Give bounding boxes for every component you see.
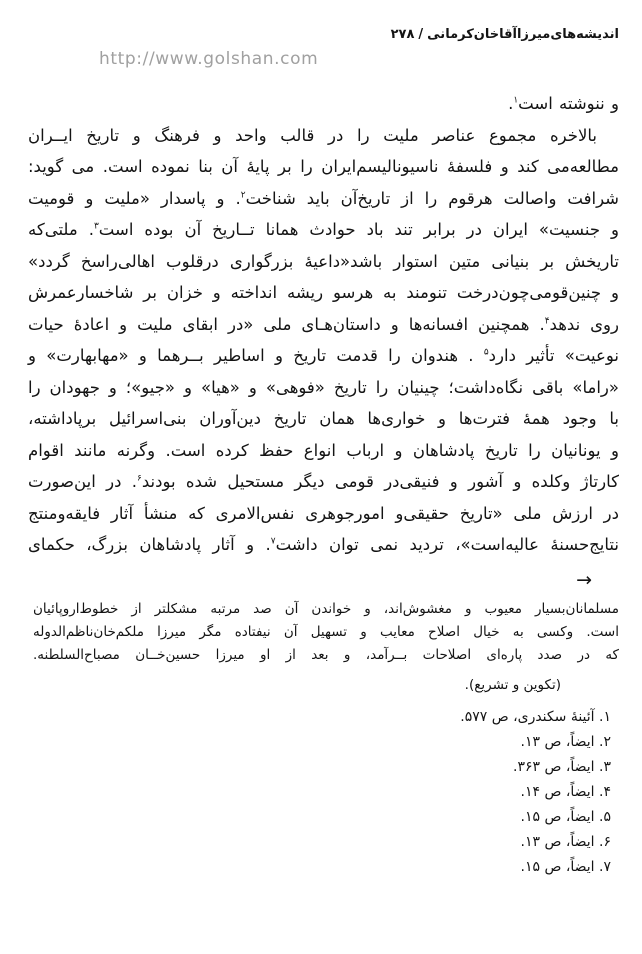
footnote-item: ۵. ایضاً، ص ۱۵. xyxy=(520,809,611,825)
footnote-marker: ۳ xyxy=(93,221,99,232)
body-line: با وجود همهٔ فترت‌ها و خواری‌ها همان تاریخ دین‌آوران بنی‌اسرائیل برپاداشته، xyxy=(28,409,619,428)
footnote-marker: ۱ xyxy=(513,95,519,106)
body-line: و چنین‌قومی‌چون‌درخت تنومند به هرسو ریشه انداخته و خزان بر شاخسارعمرش xyxy=(28,283,619,302)
footnote-item: ۱. آئینهٔ سکندری، ص ۵۷۷. xyxy=(460,709,611,725)
footnotes-list xyxy=(24,705,611,880)
footnote-source: (تکوین و تشریع). xyxy=(464,677,561,693)
footnote-line: که در صدد پاره‌ای اصلاحات بــرآمد، و بعد از او میرزا حسین‌خــان مصباح‌السلطنه. xyxy=(33,647,619,663)
footnote-marker: ۴ xyxy=(544,316,550,326)
footnote-line: مسلمانان‌بسیار معیوب و مغشوش‌اند، و خواندن آن صد مرتبه مشکلتر از خطوط‌اروپائیان xyxy=(33,601,619,617)
footnote-marker: ۶ xyxy=(137,473,142,484)
body-line: نوعیت» تأثیر دارد$^۵$ . هندوان را قدمت تاریخ و اساطیر بــرهما و «مهابهارت» و xyxy=(28,346,619,365)
body-line: شرافت واصالت هرقوم را از تاریخ‌آن باید شناخت$^۲$. و پاسدار «ملیت و قومیت xyxy=(28,188,620,208)
body-line: در ارزش ملی «تاریخ حقیقی‌و امورجوهری نفس‌الامری که منشأ آثار فایقه‌ومنتج xyxy=(28,503,619,523)
body-line: «راما» باقی نگاه‌داشت؛ چینیان را تاریخ «فوهی» و «هیا» و «جیو»؛ و جهودان را xyxy=(28,377,619,397)
watermark-url: http://www.golshan.com xyxy=(99,49,319,69)
footnote-line: است. وکسی به خیال اصلاح معایب و تسهیل آن نیفتاده مگر میرزا ملکم‌خان‌ناظم‌الدوله xyxy=(33,624,619,640)
footnote-marker: ۷ xyxy=(270,536,276,547)
body-line: و یونانیان را تاریخ پادشاهان و ارباب انواع حفظ کرده است. وگرنه مانند اقوام xyxy=(28,440,619,460)
body-line: بالاخره مجموع عناصر ملیت را در قالب واحد و فرهنگ و تاریخ ایــران xyxy=(28,125,597,145)
running-header xyxy=(24,27,619,42)
continuation-arrow-icon: → xyxy=(576,569,592,591)
footnote-continuation-lines xyxy=(33,598,619,667)
footnote-marker: ۲ xyxy=(240,190,246,200)
body-line: کارتاژ وکلده و آشور و فنیقی‌در قومی دیگر مستحیل شده بودند$^۶$. در این‌صورت xyxy=(28,472,620,491)
body-line: و ننوشته است$^۱$. xyxy=(508,94,619,113)
footnote-item: ۲. ایضاً، ص ۱۳. xyxy=(520,734,611,750)
footnote-marker: ۵ xyxy=(483,347,489,358)
body-line: و جنسیت» ایران در برابر تند باد حوادث همانا تــاریخ آن بوده است$^۳$. ملتی‌که xyxy=(28,220,619,239)
footnote-continuation xyxy=(33,598,619,697)
running-title: اندیشه‌های‌میرزاآقاخان‌کرمانی xyxy=(427,27,619,42)
footnote-item: ۴. ایضاً، ص ۱۴. xyxy=(520,784,611,800)
page-number: ۲۷۸ xyxy=(390,27,415,42)
body-line: تاریخش بر بنیانی متین استوار باشد«داعیهٔ بزرگواری درقلوب اهالی‌راسخ گردد» xyxy=(28,251,619,271)
body-line: مطالعه‌می کند و فلسفهٔ ناسیونالیسم‌ایران را بر پایهٔ آن بنا نموده است. می گوید: xyxy=(28,157,619,176)
header-separator: / xyxy=(418,27,424,42)
footnote-item: ۳. ایضاً، ص ۳۶۳. xyxy=(513,759,611,775)
footnote-item: ۷. ایضاً، ص ۱۵. xyxy=(520,859,611,875)
body-line: روی ندهد$^۴$. همچنین افسانه‌ها و داستان‌هـای ملی «در ابقای ملیت و اعادهٔ حیات xyxy=(28,314,619,334)
body-line: نتایج‌حسنهٔ عالیه‌است»، تردید نمی توان داشت$^۷$. و آثار پادشاهان بزرگ، حکمای xyxy=(28,535,620,554)
body-text xyxy=(28,88,619,561)
footnote-item: ۶. ایضاً، ص ۱۳. xyxy=(520,834,611,850)
